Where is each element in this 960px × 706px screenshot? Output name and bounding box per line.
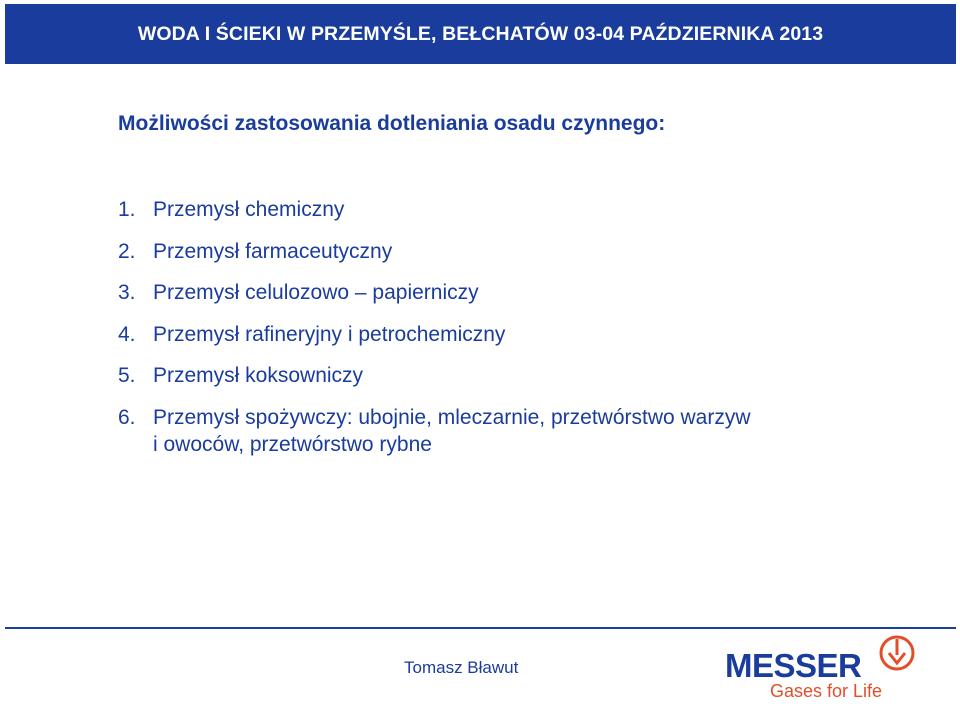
list-item-number: 5.: [118, 364, 136, 387]
list-item-number: 6.: [118, 405, 136, 429]
list-item-text: Przemysł celulozowo – papierniczy: [153, 281, 479, 304]
logo-tagline: Gases for Life: [770, 681, 883, 701]
messer-emblem-icon: [877, 633, 917, 673]
list-item-text: Przemysł farmaceutyczny: [153, 239, 393, 263]
list-item: [118, 238, 758, 265]
header-title: WODA I ŚCIEKI W PRZEMYŚLE, BEŁCHATÓW 03-04 PAŹDZIERNIKA 2013: [137, 22, 824, 45]
slide-heading: Możliwości zastosowania dotleniania osadu czynnego:: [118, 112, 666, 135]
list-item: [118, 196, 758, 223]
footer-divider: [5, 627, 956, 629]
messer-logo: [725, 633, 925, 703]
header-bar: [5, 4, 956, 64]
list-item: [118, 362, 758, 389]
list-item-text: Przemysł koksowniczy: [153, 364, 364, 387]
list-item-number: 3.: [118, 281, 136, 304]
list-item: [118, 404, 758, 458]
logo-name: MESSER: [725, 647, 862, 684]
list-item: [118, 279, 758, 306]
list-item: [118, 321, 758, 348]
list-item-number: 1.: [118, 198, 136, 221]
industry-list: [118, 196, 758, 472]
list-item-text: Przemysł spożywczy: ubojnie, mleczarnie, przetwórstwo warzyw i owoców, przetwórstwo rybne: [153, 405, 751, 456]
author-name: Tomasz Bławut: [404, 658, 519, 677]
list-item-text: Przemysł rafineryjny i petrochemiczny: [153, 322, 506, 346]
list-item-text: Przemysł chemiczny: [153, 198, 345, 221]
list-item-number: 4.: [118, 322, 136, 346]
list-item-number: 2.: [118, 239, 136, 263]
